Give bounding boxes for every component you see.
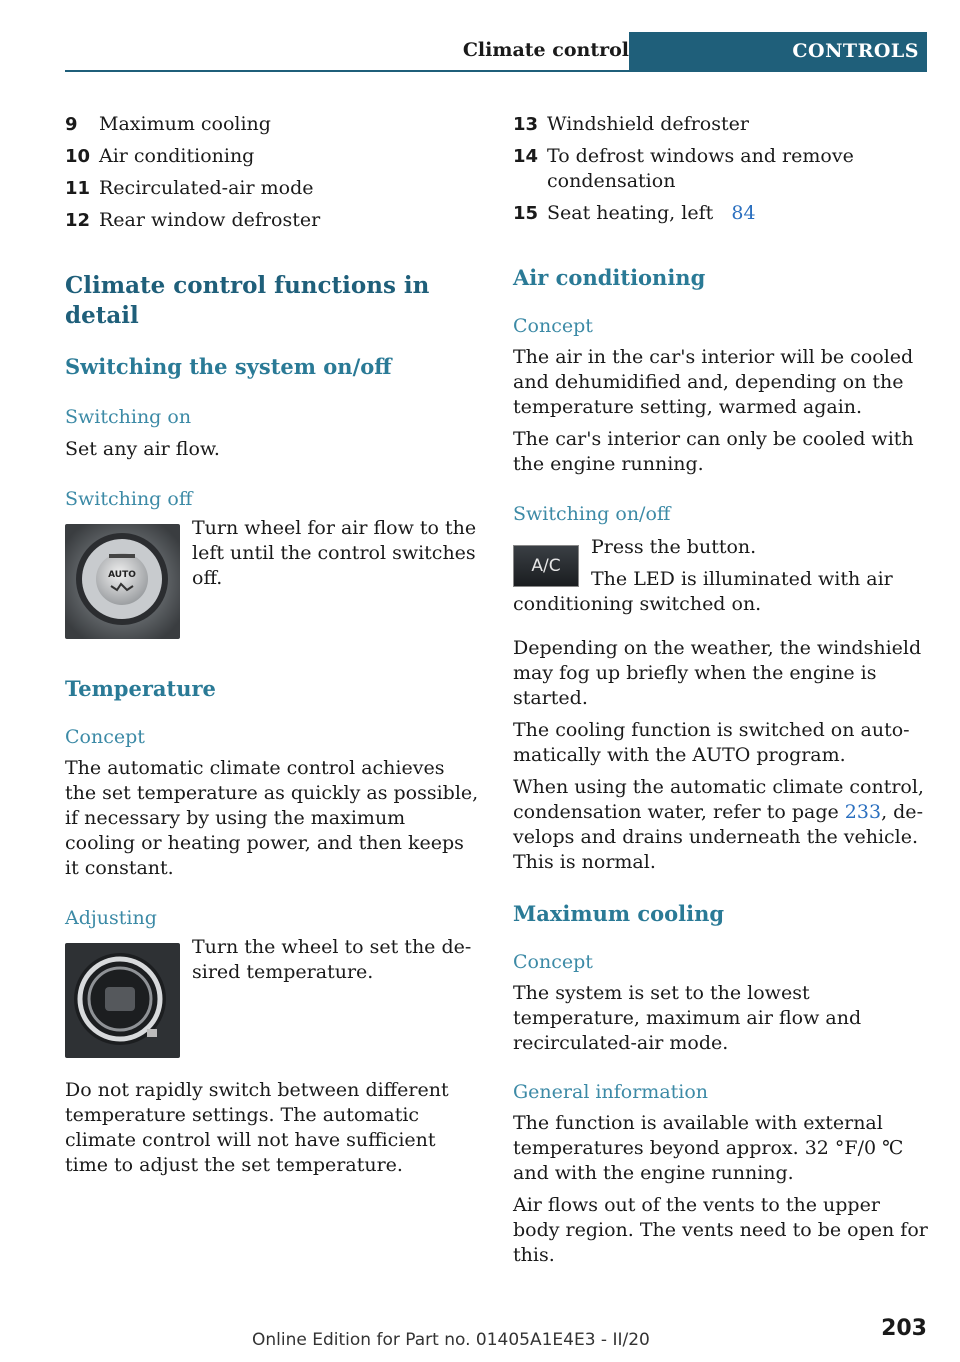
footer-edition: Online Edition for Part no. 01405A1E4E3 - II/20 — [252, 1330, 650, 1350]
paragraph: Turn wheel for air flow to the left until the control switches off. — [192, 517, 477, 589]
auto-label: AUTO — [108, 570, 136, 580]
list-item: 11 Recirculated-air mode — [65, 177, 314, 199]
paragraph: Do not rapidly switch between different temperature settings. The automatic climate control will not have sufficient time to adjust the set temperature. — [65, 1079, 449, 1176]
list-item: 10 Air conditioning — [65, 145, 255, 167]
subsection-heading: Maximum cooling — [513, 901, 725, 926]
paragraph: Air flows out of the vents to the upper body region. The vents need to be open for this. — [513, 1194, 928, 1266]
paragraph: The LED is illuminated with air conditioning switched on. — [513, 568, 893, 615]
header-chapter-tab: CONTROLS — [629, 32, 927, 70]
paragraph: Turn the wheel to set the desired temperature. — [192, 936, 472, 983]
page-reference-link[interactable]: 84 — [731, 202, 756, 224]
paragraph: The cooling function is switched on automatically with the AUTO program. — [513, 719, 910, 766]
list-item: 12 Rear window defroster — [65, 209, 321, 231]
temperature-wheel-image — [65, 943, 180, 1058]
list-item: 13 Windshield defroster — [513, 113, 749, 135]
header-section-title: Climate control — [462, 39, 629, 61]
section-heading: Climate control functions in detail — [65, 272, 430, 329]
ac-button-image: A/C — [513, 545, 579, 587]
topic-heading: Concept — [513, 951, 593, 973]
paragraph: Depending on the weather, the windshield may fog up briefly when the engine is started. — [513, 637, 922, 709]
subsection-heading: Switching the system on/off — [65, 354, 392, 379]
left-column — [65, 112, 481, 1178]
paragraph: The system is set to the lowest temperature, maximum air flow and recirculated-air mode. — [513, 982, 862, 1054]
paragraph: Set any air flow. — [65, 438, 220, 460]
subsection-heading: Air conditioning — [513, 265, 706, 290]
page-number: 203 — [881, 1316, 927, 1341]
subsection-heading: Temperature — [65, 676, 216, 701]
topic-heading: Switching on/off — [513, 503, 671, 525]
topic-heading: Concept — [65, 726, 145, 748]
paragraph: The automatic climate control achieves the set temperature as quickly as possible, if necessary by using the maximum cooling or heating power, and then keeps it constant. — [65, 757, 479, 879]
topic-heading: General information — [513, 1081, 709, 1103]
paragraph: When using the automatic climate control, condensation water, refer to page 233, develops and drains underneath the vehicle. This is normal. — [513, 776, 924, 873]
topic-heading: Concept — [513, 315, 593, 337]
page-header — [65, 32, 927, 72]
topic-heading: Adjusting — [65, 907, 157, 929]
topic-heading: Switching off — [65, 488, 193, 510]
list-item: 14 To defrost windows and remove condensation — [513, 145, 854, 192]
page-reference-link[interactable]: 233 — [844, 801, 882, 823]
list-item: 15 Seat heating, left 84 — [513, 202, 756, 224]
air-flow-wheel-image — [65, 524, 180, 639]
paragraph: The function is available with external temperatures beyond approx. 32 °F/0 ℃ and with the engine running. — [513, 1112, 904, 1184]
paragraph: The car's interior can only be cooled with the engine running. — [513, 428, 914, 475]
right-column — [513, 112, 929, 1268]
topic-heading: Switching on — [65, 406, 192, 428]
paragraph: Press the button. — [591, 536, 757, 558]
paragraph: The air in the car's interior will be cooled and dehumidified and, depending on the temperature setting, warmed again. — [513, 346, 914, 418]
list-item: 9 Maximum cooling — [65, 113, 271, 135]
